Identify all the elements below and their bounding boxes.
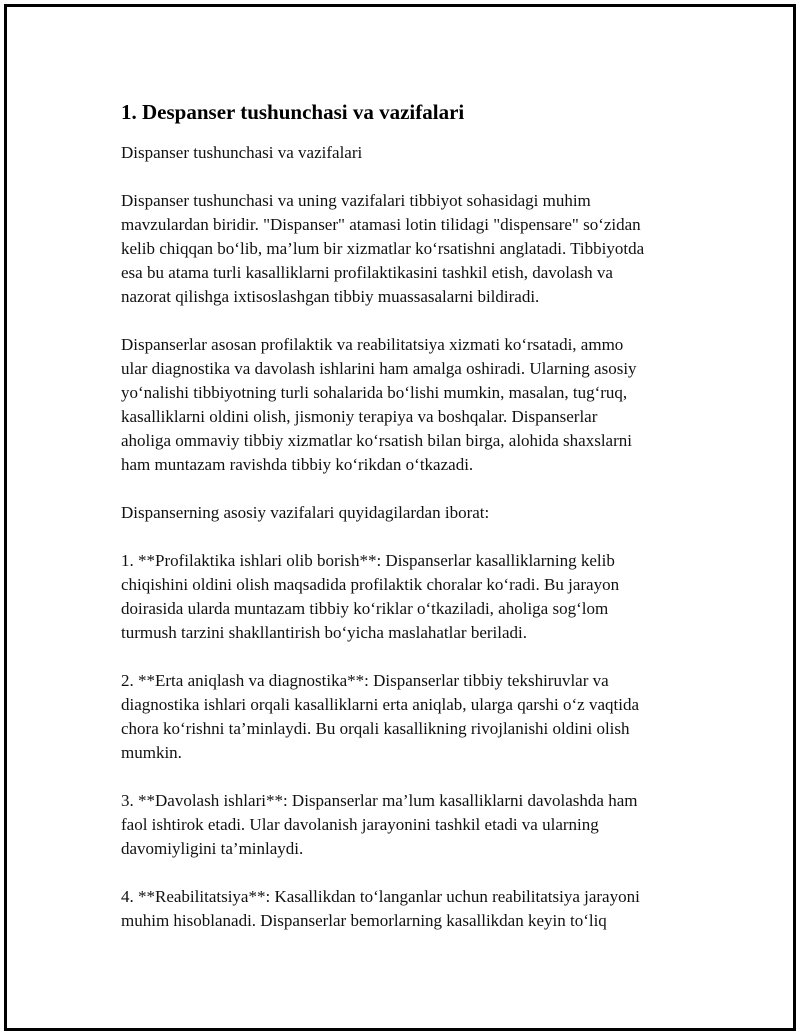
- document-subtitle: Dispanser tushunchasi va vazifalari: [121, 143, 363, 162]
- paragraph-tasks-heading: Dispanserning asosiy vazifalari quyidagilardan iborat:: [121, 503, 490, 522]
- document-body: [121, 99, 701, 933]
- list-item-diagnostika: 2. **Erta aniqlash va diagnostika**: Dispanserlar tibbiy tekshiruvlar va diagnostika ishlari orqali kasalliklarni erta aniqlab, ularga qarshi o‘z vaqtida chora ko‘rishni ta’minlaydi. Bu orqali kasallikning rivojlanishi oldini olish mumkin.: [121, 671, 640, 762]
- paragraph-intro: Dispanser tushunchasi va uning vazifalari tibbiyot sohasidagi muhim mavzulardan biridir. "Dispanser" atamasi lotin tilidagi "dispensare" so‘zidan kelib chiqqan bo‘lib, ma’lum bir xizmatlar ko‘rsatishni anglatadi. Tibbiyotda esa bu atama turli kasalliklarni profilaktikasini tashkil etish, davolash va nazorat qilishga ixtisoslashgan tibbiy muassasalarni bildiradi.: [121, 191, 645, 306]
- document-title: 1. Despanser tushunchasi va vazifalari: [121, 100, 465, 124]
- list-item-profilaktika: 1. **Profilaktika ishlari olib borish**: Dispanserlar kasalliklarning kelib chiqishini oldini olish maqsadida profilaktik choralar ko‘radi. Bu jarayon doirasida ularda muntazam tibbiy ko‘riklar o‘tkaziladi, aholiga sog‘lom turmush tarzini shakllantirish bo‘yicha maslahatlar beriladi.: [121, 551, 620, 642]
- paragraph-services: Dispanserlar asosan profilaktik va reabilitatsiya xizmati ko‘rsatadi, ammo ular diagnostika va davolash ishlarini ham amalga oshiradi. Ularning asosiy yo‘nalishi tibbiyotning turli sohalarida bo‘lishi mumkin, masalan, tug‘ruq, kasalliklarni oldini olish, jismoniy terapiya va boshqalar. Dispanserlar aholiga ommaviy tibbiy xizmatlar ko‘rsatish bilan birga, alohida shaxslarni ham muntazam ravishda tibbiy ko‘rikdan o‘tkazadi.: [121, 335, 637, 474]
- list-item-davolash: 3. **Davolash ishlari**: Dispanserlar ma’lum kasalliklarni davolashda ham faol ishtirok etadi. Ular davolanish jarayonini tashkil etadi va ularning davomiyligini ta’minlaydi.: [121, 791, 638, 858]
- list-item-reabilitatsiya: 4. **Reabilitatsiya**: Kasallikdan to‘langanlar uchun reabilitatsiya jarayoni muhim hisoblanadi. Dispanserlar bemorlarning kasallikdan keyin to‘liq: [121, 887, 640, 930]
- page-frame: [4, 4, 796, 1031]
